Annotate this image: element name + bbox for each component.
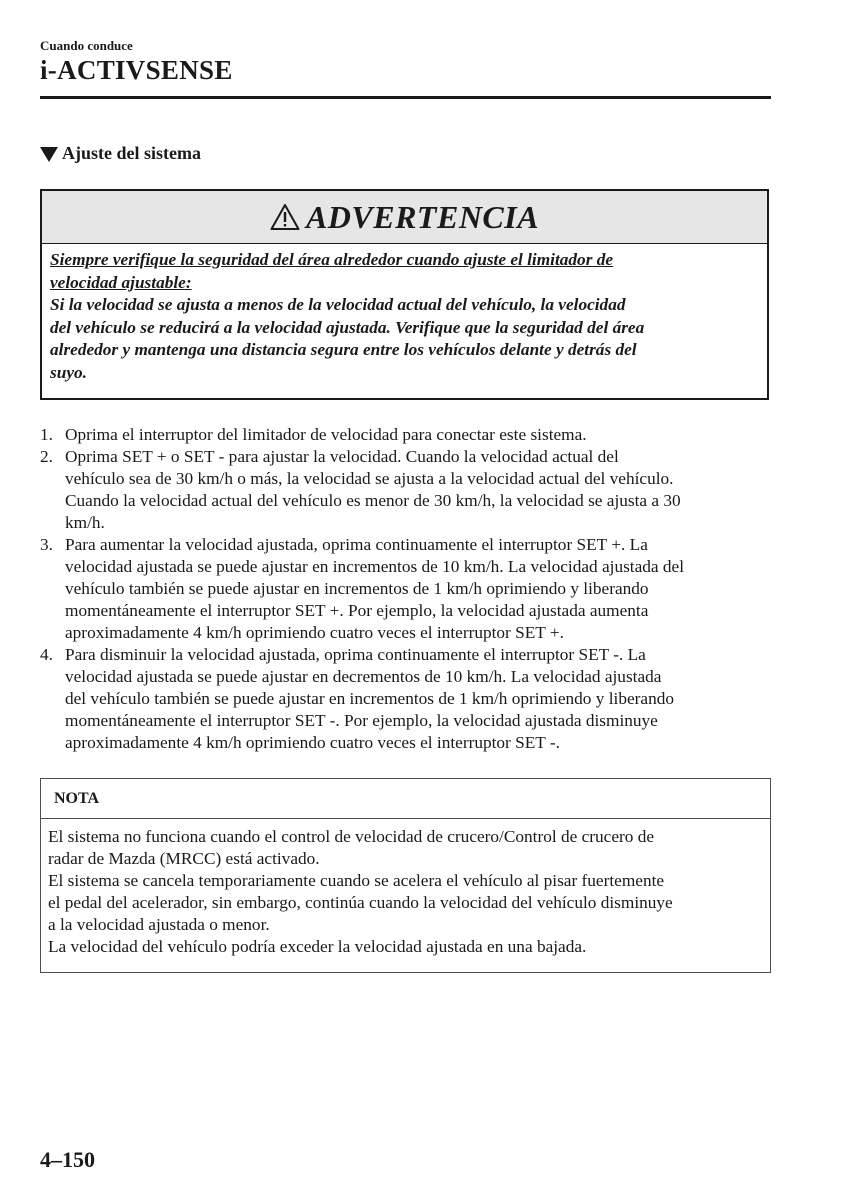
warning-text-line: suyo. [50,362,87,382]
step-line: Para aumentar la velocidad ajustada, oprima continuamente el interruptor SET +. La [65,535,648,554]
step-line: del vehículo también se puede ajustar en incrementos de 1 km/h oprimiendo y liberando [65,689,674,708]
note-line: El sistema se cancela temporariamente cuando se acelera el vehículo al pisar fuertemente [48,871,665,890]
step-line: momentáneamente el interruptor SET +. Por ejemplo, la velocidad ajustada aumenta [65,601,649,620]
step-line: Oprima SET + o SET - para ajustar la velocidad. Cuando la velocidad actual del [65,447,619,466]
steps-list [40,424,775,754]
warning-box [40,189,769,400]
warning-text-line: del vehículo se reducirá a la velocidad ajustada. Verifique que la seguridad del área [50,317,645,337]
note-box [40,778,771,973]
step-line: aproximadamente 4 km/h oprimiendo cuatro veces el interruptor SET +. [65,623,564,642]
step-line: km/h. [65,513,105,532]
note-paragraph [48,826,763,870]
note-body [41,819,770,958]
header-rule [40,96,771,99]
warning-text-line: Si la velocidad se ajusta a menos de la velocidad actual del vehículo, la velocidad [50,295,626,314]
subsection-heading [40,143,201,164]
warning-header [42,191,767,244]
triangle-down-bullet-icon [40,147,58,162]
note-paragraph [48,936,763,958]
step-line: momentáneamente el interruptor SET -. Por ejemplo, la velocidad ajustada disminuye [65,711,658,730]
note-paragraph [48,870,763,936]
list-item [40,424,775,446]
list-item [40,446,775,534]
step-number: 3. [40,535,53,554]
subsection-title: Ajuste del sistema [62,143,201,163]
warning-underlined-line: velocidad ajustable: [50,272,192,292]
warning-text-line: alrededor y mantenga una distancia segura entre los vehículos delante y detrás del [50,340,637,359]
note-line: La velocidad del vehículo podría exceder la velocidad ajustada en una bajada. [48,937,587,956]
note-line: a la velocidad ajustada o menor. [48,915,270,934]
step-line: Para disminuir la velocidad ajustada, oprima continuamente el interruptor SET -. La [65,645,646,664]
list-item [40,644,775,754]
page-number: 4–150 [40,1147,95,1172]
note-line: El sistema no funciona cuando el control de velocidad de crucero/Control de crucero de [48,827,655,846]
header-section-label: Cuando conduce [40,38,133,53]
warning-body [42,244,767,384]
list-item [40,534,775,644]
step-number: 1. [40,425,53,444]
step-line: aproximadamente 4 km/h oprimiendo cuatro veces el interruptor SET -. [65,733,560,752]
step-line: velocidad ajustada se puede ajustar en decrementos de 10 km/h. La velocidad ajustada [65,667,662,686]
step-line: vehículo también se puede ajustar en incrementos de 1 km/h oprimiendo y liberando [65,579,649,598]
warning-triangle-icon [270,203,300,231]
warning-title: ADVERTENCIA [305,198,540,235]
page-title: i-ACTIVSENSE [40,55,233,85]
step-line: vehículo sea de 30 km/h o más, la velocidad se ajusta a la velocidad actual del vehículo. [65,469,674,488]
note-title: NOTA [41,779,770,819]
step-number: 4. [40,645,53,664]
step-line: velocidad ajustada se puede ajustar en incrementos de 10 km/h. La velocidad ajustada del [65,557,685,576]
step-line: Cuando la velocidad actual del vehículo es menor de 30 km/h, la velocidad se ajusta a 30 [65,491,681,510]
warning-underlined-line: Siempre verifique la seguridad del área alrededor cuando ajuste el limitador de [50,250,614,269]
step-number: 2. [40,447,53,466]
note-line: radar de Mazda (MRCC) está activado. [48,849,320,868]
step-line: Oprima el interruptor del limitador de velocidad para conectar este sistema. [65,425,587,444]
note-line: el pedal del acelerador, sin embargo, continúa cuando la velocidad del vehículo disminuye [48,893,673,912]
